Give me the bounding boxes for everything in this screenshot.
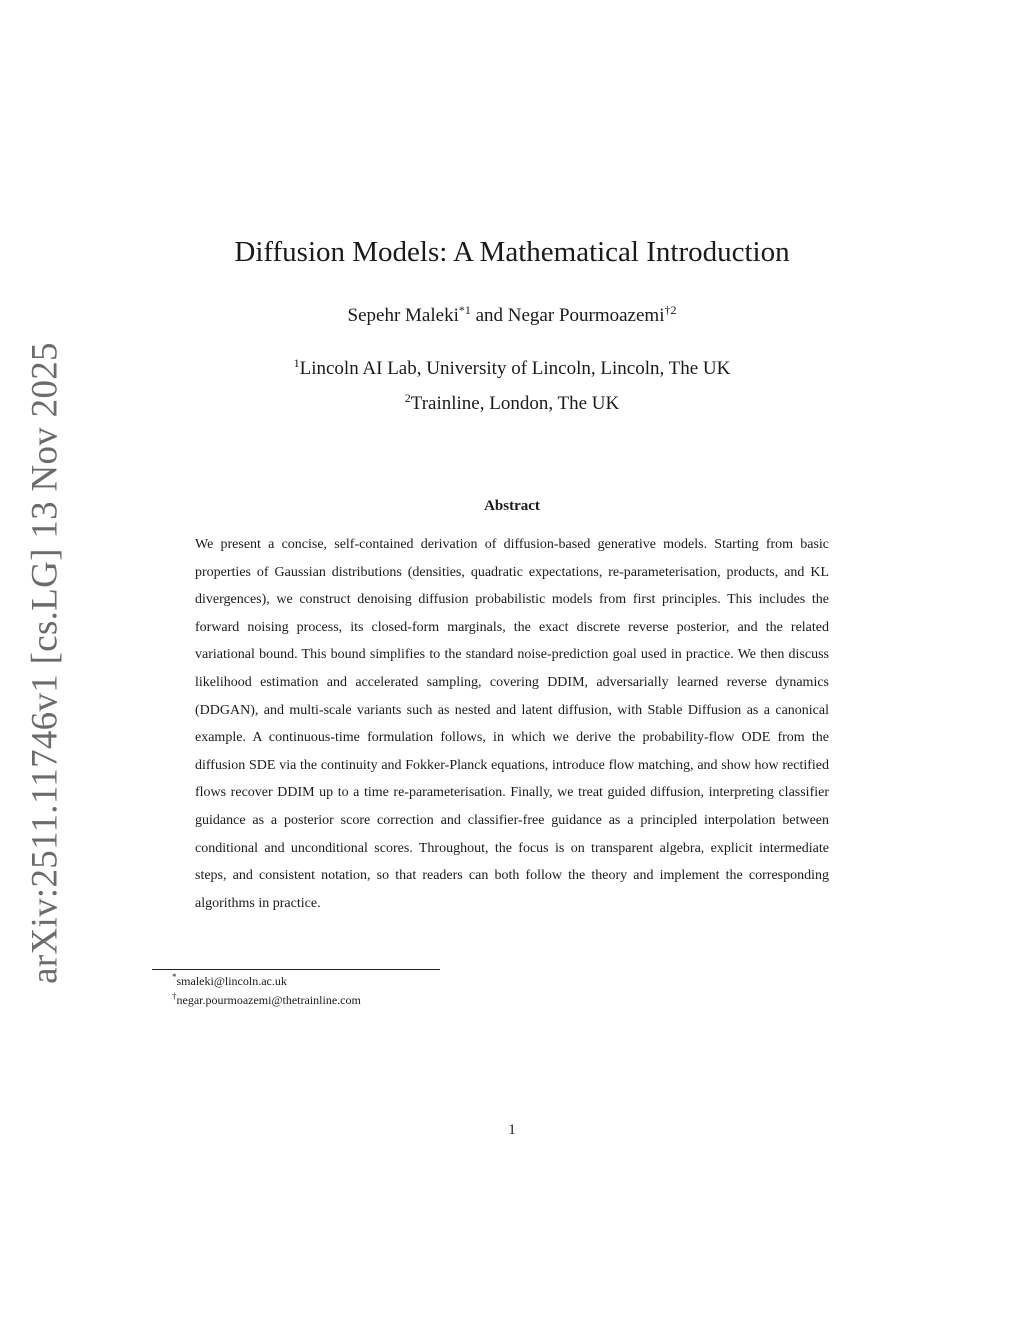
footnote-mark: * (172, 972, 177, 982)
affiliation (0, 358, 1024, 380)
author-marks: †2 (664, 303, 677, 317)
affiliation-text: Trainline, London, The UK (410, 393, 620, 414)
footnote (172, 993, 361, 1008)
footnote-divider (152, 969, 440, 970)
affiliation-index: 2 (404, 391, 411, 405)
footnote-email[interactable]: smaleki@lincoln.ac.uk (176, 974, 287, 988)
abstract-text: We present a concise, self-contained derivation of diffusion-based generative models. Starting from basic properties of Gaussian distributions (densities, quadratic expectations, re-parameterisation, products, and KL divergences), we construct denoising diffusion probabilistic models from first principles. This includes the forward noising process, its closed-form marginals, the exact discrete reverse posterior, and the related variational bound. This bound simplifies to the standard noise-prediction goal used in practice. We then discuss likelihood estimation and accelerated sampling, covering DDIM, adversarially learned reverse dynamics (DDGAN), and multi-scale variants such as nested and latent diffusion, with Stable Diffusion as a canonical example. A continuous-time formulation follows, in which we derive the probability-flow ODE from the diffusion SDE via the continuity and Fokker-Planck equations, introduce flow matching, and show how rectified flows recover DDIM up to a time re-parameterisation. Finally, we treat guided diffusion, interpreting classifier guidance as a posterior score correction and classifier-free guidance as a principled interpolation between conditional and unconditional scores. Throughout, the focus is on transparent algebra, explicit intermediate steps, and consistent notation, so that readers can both follow the theory and implement the corresponding algorithms in practice. (195, 537, 829, 911)
author-name: Negar Pourmoazemi (507, 305, 665, 326)
author-joiner: and (475, 305, 504, 326)
page-number: 1 (508, 1122, 516, 1138)
affiliation (0, 393, 1024, 415)
abstract-heading: Abstract (484, 498, 540, 514)
affiliation-text: Lincoln AI Lab, University of Lincoln, Lincoln, The UK (299, 358, 731, 379)
arxiv-stamp-text: arXiv:2511.11746v1 [cs.LG] 13 Nov 2025 (24, 342, 66, 984)
footnote-email[interactable]: negar.pourmoazemi@thetrainline.com (176, 993, 361, 1007)
author-line (0, 305, 1024, 327)
footnote-mark: † (172, 991, 177, 1001)
arxiv-identifier-stamp (20, 342, 70, 984)
footnote (172, 974, 287, 989)
affiliation-index: 1 (293, 356, 300, 370)
author-name: Sepehr Maleki (347, 305, 459, 326)
author-marks: *1 (458, 303, 471, 317)
paper-title: Diffusion Models: A Mathematical Introduction (234, 236, 790, 268)
